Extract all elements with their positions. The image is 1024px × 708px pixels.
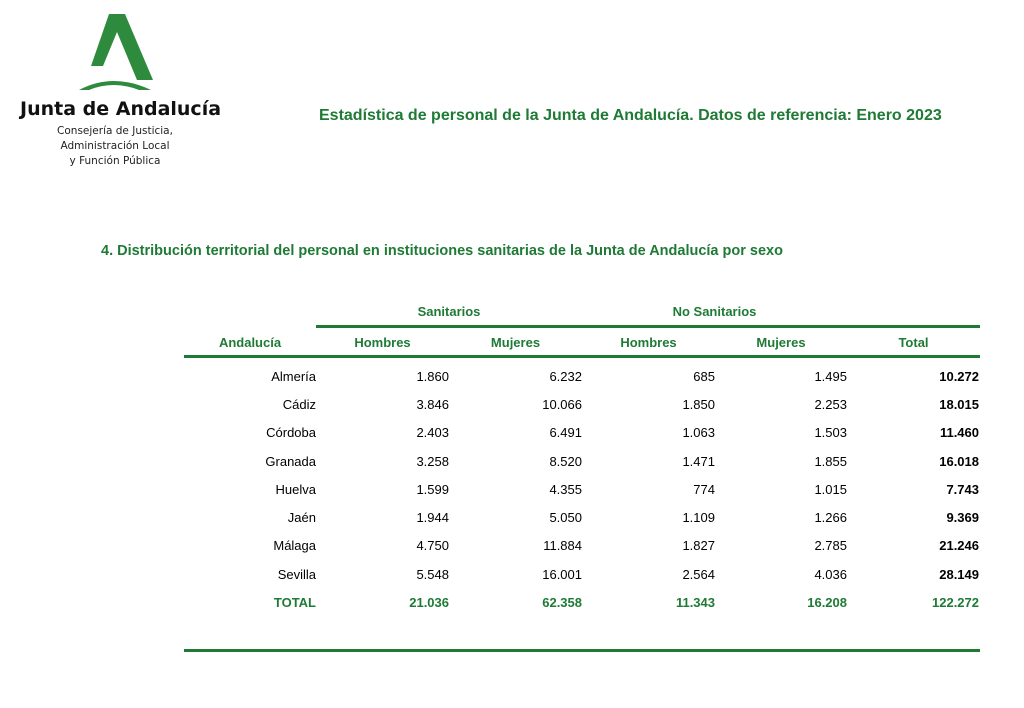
cell-no-sanitarios-hombres: 1.850 (682, 397, 715, 412)
group-header-no-sanitarios: No Sanitarios (672, 304, 757, 319)
row-name: Almería (271, 369, 316, 384)
table-bottom-divider (184, 649, 980, 652)
cell-no-sanitarios-hombres: 1.827 (682, 538, 715, 553)
cell-no-sanitarios-mujeres: 1.015 (814, 482, 847, 497)
cell-sanitarios-hombres: 4.750 (416, 538, 449, 553)
table-row (184, 454, 980, 482)
row-name: Sevilla (277, 567, 316, 582)
col-header-no-sanitarios-hombres: Hombres (620, 335, 677, 350)
cell-no-sanitarios-mujeres: 2.253 (814, 397, 847, 412)
cell-sanitarios-hombres: 1.944 (416, 510, 449, 525)
junta-logo (20, 12, 222, 169)
col-header-no-sanitarios-mujeres: Mujeres (756, 335, 806, 350)
cell-total: 28.149 (939, 567, 979, 582)
logo-subtitle (20, 124, 210, 169)
cell-total: 11.460 (939, 425, 979, 440)
row-name: Jaén (287, 510, 316, 525)
row-name: Granada (265, 454, 316, 469)
cell-sanitarios-mujeres: 5.050 (549, 510, 582, 525)
total-sanitarios-mujeres: 62.358 (542, 595, 582, 610)
cell-no-sanitarios-mujeres: 1.503 (814, 425, 847, 440)
table-row (184, 369, 980, 397)
row-name: Cádiz (282, 397, 316, 412)
table-total-row (184, 595, 980, 623)
cell-no-sanitarios-hombres: 1.109 (682, 510, 715, 525)
header-title: Estadística de personal de la Junta de Andalucía. Datos de referencia: Enero 2023 (319, 107, 942, 124)
row-name: Málaga (273, 538, 316, 553)
total-no-sanitarios-hombres: 11.343 (675, 595, 715, 610)
cell-total: 7.743 (946, 482, 979, 497)
cell-sanitarios-mujeres: 4.355 (549, 482, 582, 497)
total-no-sanitarios-mujeres: 16.208 (807, 595, 847, 610)
table-row (184, 425, 980, 453)
group-header-sanitarios: Sanitarios (417, 304, 481, 319)
table-row (184, 482, 980, 510)
cell-no-sanitarios-hombres: 1.471 (682, 454, 715, 469)
cell-sanitarios-mujeres: 6.232 (549, 369, 582, 384)
logo-subtitle-line-2: Administración Local (60, 140, 170, 152)
cell-total: 18.015 (939, 397, 979, 412)
cell-sanitarios-hombres: 1.599 (416, 482, 449, 497)
col-header-sanitarios-hombres: Hombres (354, 335, 411, 350)
section-title: 4. Distribución territorial del personal en instituciones sanitarias de la Junta de Andalucía por sexo (101, 243, 783, 259)
cell-sanitarios-hombres: 3.846 (416, 397, 449, 412)
cell-sanitarios-hombres: 3.258 (416, 454, 449, 469)
row-name: Córdoba (266, 425, 316, 440)
cell-sanitarios-mujeres: 8.520 (549, 454, 582, 469)
cell-no-sanitarios-mujeres: 1.495 (814, 369, 847, 384)
table-row (184, 510, 980, 538)
cell-no-sanitarios-hombres: 774 (693, 482, 715, 497)
cell-sanitarios-hombres: 2.403 (416, 425, 449, 440)
cell-no-sanitarios-mujeres: 2.785 (814, 538, 847, 553)
cell-sanitarios-hombres: 5.548 (416, 567, 449, 582)
logo-subtitle-line-3: y Función Pública (69, 155, 161, 167)
total-grand-total: 122.272 (932, 595, 979, 610)
cell-no-sanitarios-mujeres: 1.855 (814, 454, 847, 469)
table-row (184, 397, 980, 425)
group-header-divider (316, 325, 980, 328)
table-row (184, 538, 980, 566)
cell-no-sanitarios-mujeres: 4.036 (814, 567, 847, 582)
cell-no-sanitarios-hombres: 2.564 (682, 567, 715, 582)
total-row-name: TOTAL (273, 595, 316, 610)
cell-sanitarios-mujeres: 6.491 (549, 425, 582, 440)
junta-andalucia-emblem-icon (73, 12, 157, 92)
cell-sanitarios-mujeres: 10.066 (542, 397, 582, 412)
row-name: Huelva (275, 482, 316, 497)
cell-sanitarios-hombres: 1.860 (416, 369, 449, 384)
col-header-total: Total (898, 335, 929, 350)
cell-no-sanitarios-hombres: 1.063 (682, 425, 715, 440)
table-row (184, 567, 980, 595)
cell-sanitarios-mujeres: 16.001 (542, 567, 582, 582)
col-header-sanitarios-mujeres: Mujeres (490, 335, 541, 350)
logo-subtitle-line-1: Consejería de Justicia, (57, 125, 173, 137)
cell-total: 9.369 (946, 510, 979, 525)
cell-total: 10.272 (939, 369, 979, 384)
cell-no-sanitarios-hombres: 685 (693, 369, 715, 384)
total-sanitarios-hombres: 21.036 (409, 595, 449, 610)
cell-total: 16.018 (939, 454, 979, 469)
cell-sanitarios-mujeres: 11.884 (543, 538, 582, 553)
cell-total: 21.246 (939, 538, 979, 553)
cell-no-sanitarios-mujeres: 1.266 (814, 510, 847, 525)
col-header-andalucia: Andalucía (218, 335, 282, 350)
logo-name: Junta de Andalucía (20, 98, 222, 120)
header-bottom-divider (184, 355, 980, 358)
